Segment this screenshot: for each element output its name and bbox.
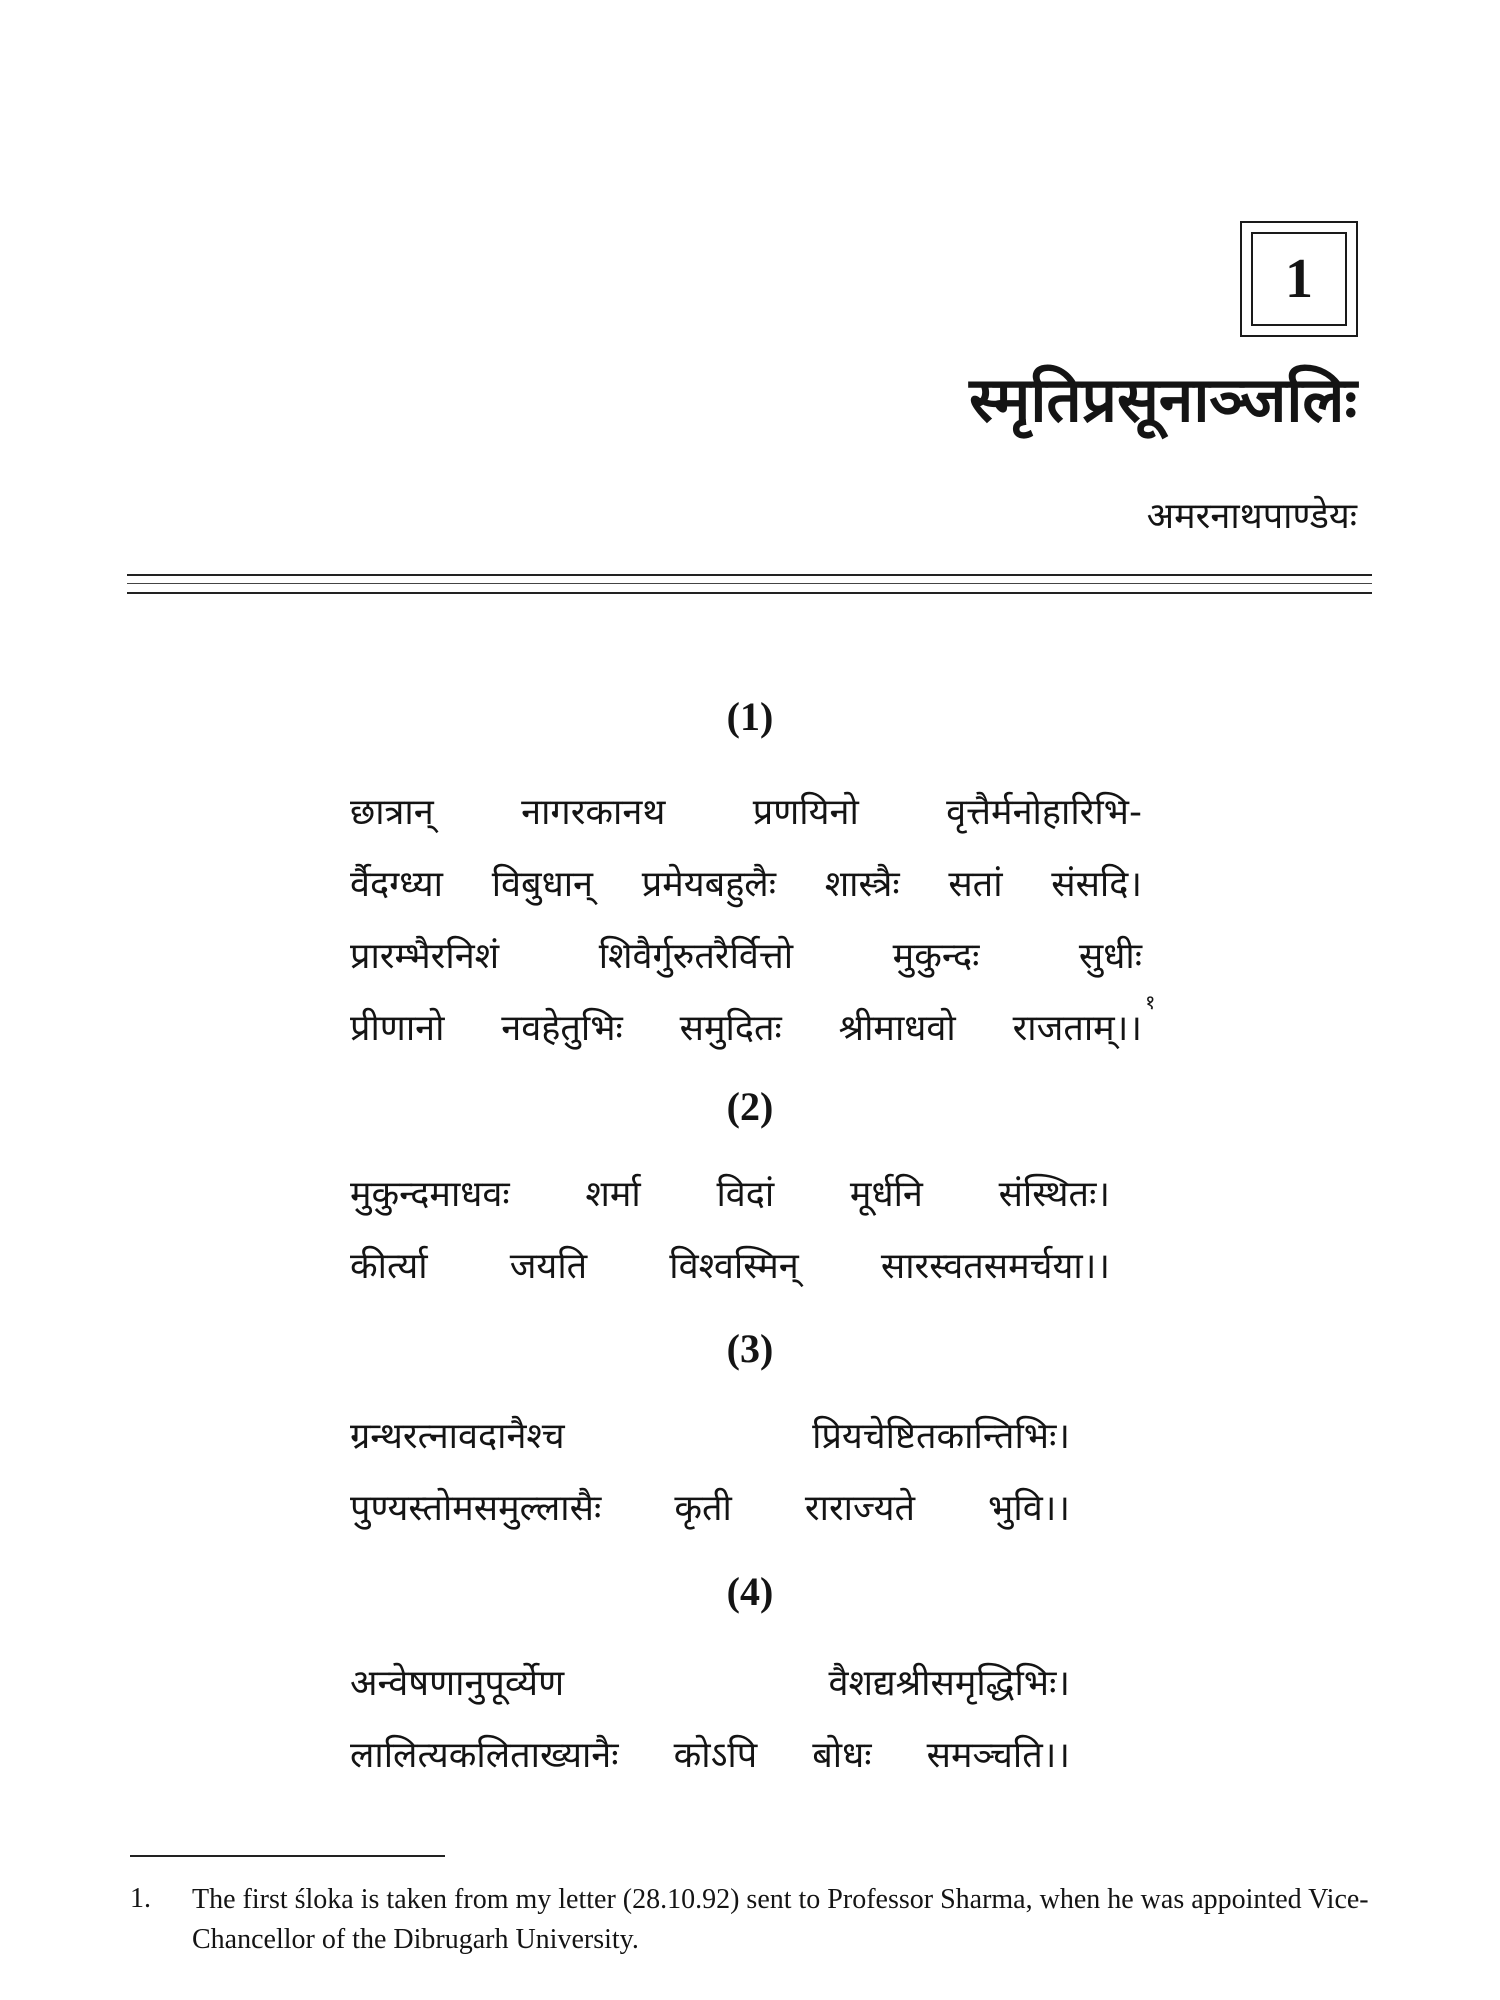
verse-line: छात्रान् नागरकानथ प्रणयिनो वृत्तैर्मनोहारिभि- — [350, 792, 1142, 833]
footnote-marker: १ — [1145, 990, 1156, 1014]
verse-line: ग्रन्थरत्नावदानैश्च प्रियचेष्टितकान्तिभिः। — [350, 1416, 1070, 1457]
header-rule-top — [127, 574, 1372, 576]
header-rule-bottom — [127, 592, 1372, 594]
chapter-number-box — [1240, 221, 1358, 337]
verse-number: (3) — [726, 1326, 774, 1371]
verse-line: प्रीणानो नवहेतुभिः समुदितः श्रीमाधवो राजताम्।। — [350, 1008, 1142, 1049]
verse-line: र्वैदग्ध्या विबुधान् प्रमेयबहुलैः शास्त्रैः सतां संसदि। — [350, 864, 1142, 905]
verse-number: (2) — [726, 1084, 774, 1129]
verse-line: कीर्त्या जयति विश्वस्मिन् सारस्वतसमर्चया।। — [350, 1246, 1110, 1287]
footnote-rule — [130, 1855, 445, 1857]
verse-number: (1) — [726, 694, 774, 739]
verse-line: पुण्यस्तोमसमुल्लासैः कृती राराज्यते भुवि।। — [350, 1488, 1070, 1529]
footnote-text: The first śloka is taken from my letter (28.10.92) sent to Professor Sharma, when he was appointed Vice-Chancellor of the Dibrugarh University. — [192, 1884, 1369, 1955]
verse-number: (4) — [726, 1569, 774, 1614]
chapter-title: स्मृतिप्रसूनाञ्जलिः — [969, 363, 1357, 436]
verse-line: अन्वेषणानुपूर्व्येण वैशद्यश्रीसमृद्धिभिः। — [350, 1663, 1070, 1704]
verse-line: लालित्यकलिताख्यानैः कोऽपि बोधः समञ्चति।। — [350, 1735, 1070, 1776]
chapter-author: अमरनाथपाण्डेयः — [1146, 496, 1357, 537]
header-rule-middle — [127, 583, 1372, 584]
chapter-number: 1 — [1251, 232, 1347, 326]
verse-line: मुकुन्दमाधवः शर्मा विदां मूर्धनि संस्थितः। — [350, 1174, 1110, 1215]
footnote-number: 1. — [130, 1883, 151, 1914]
verse-line: प्रारम्भैरनिशं शिवैर्गुरुतरैर्वित्तो मुकुन्दः सुधीः — [350, 936, 1142, 977]
